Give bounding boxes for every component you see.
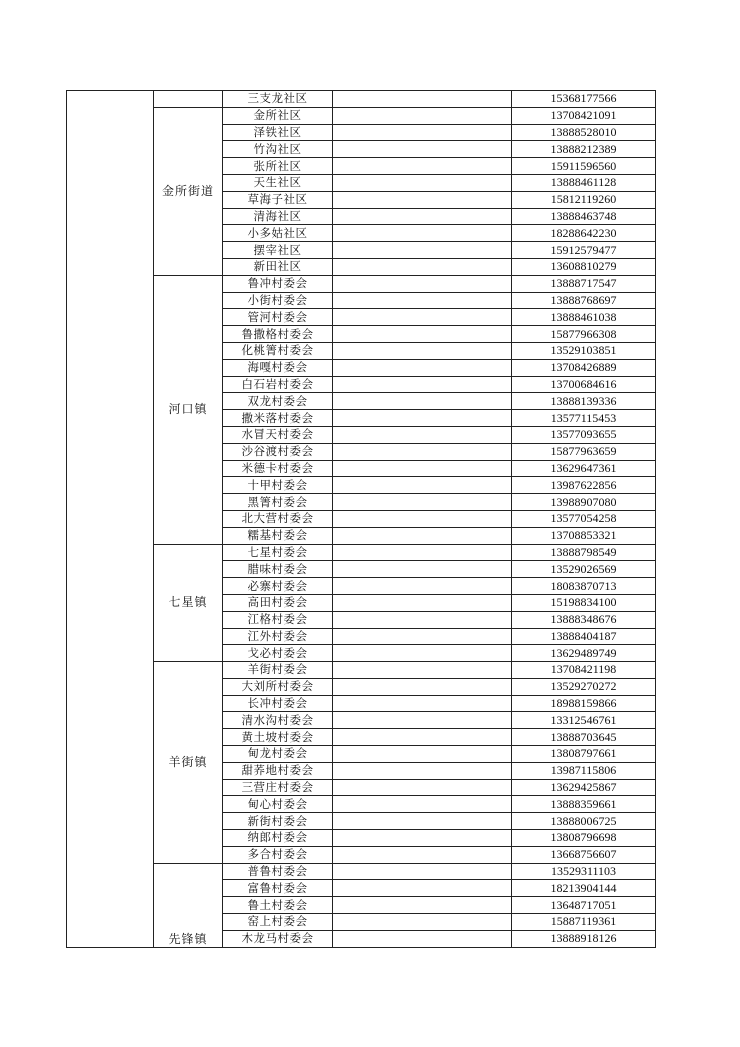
empty-cell [333, 91, 512, 108]
phone-cell: 13888528010 [512, 124, 656, 141]
unit-name-cell: 双龙村委会 [223, 393, 333, 410]
empty-cell [333, 494, 512, 511]
unit-name-cell: 化桃箐村委会 [223, 342, 333, 359]
unit-name-cell: 新田社区 [223, 258, 333, 275]
empty-cell [333, 225, 512, 242]
empty-cell [333, 359, 512, 376]
unit-name-cell: 纳郎村委会 [223, 830, 333, 847]
phone-cell: 15198834100 [512, 594, 656, 611]
unit-name-cell: 清水沟村委会 [223, 712, 333, 729]
empty-cell [333, 174, 512, 191]
phone-cell: 13577054258 [512, 510, 656, 527]
table-row [67, 275, 656, 292]
town-cell: 羊街镇 [154, 662, 223, 864]
empty-cell [333, 309, 512, 326]
empty-cell [333, 208, 512, 225]
empty-cell [333, 326, 512, 343]
empty-cell [333, 376, 512, 393]
phone-cell: 13888703645 [512, 729, 656, 746]
unit-name-cell: 鲁土村委会 [223, 897, 333, 914]
phone-cell: 13888461128 [512, 174, 656, 191]
empty-cell [333, 712, 512, 729]
phone-cell: 13708853321 [512, 527, 656, 544]
empty-cell [333, 762, 512, 779]
phone-cell: 15877963659 [512, 443, 656, 460]
empty-cell [333, 796, 512, 813]
phone-cell: 13888463748 [512, 208, 656, 225]
phone-cell: 13629647361 [512, 460, 656, 477]
empty-cell [333, 746, 512, 763]
table-row [67, 662, 656, 679]
empty-cell [333, 158, 512, 175]
empty-cell [333, 729, 512, 746]
empty-cell [333, 645, 512, 662]
phone-cell: 13808796698 [512, 830, 656, 847]
phone-cell: 13888212389 [512, 141, 656, 158]
unit-name-cell: 黑箐村委会 [223, 494, 333, 511]
phone-cell: 15911596560 [512, 158, 656, 175]
phone-cell: 13888918126 [512, 930, 656, 947]
phone-cell: 13529270272 [512, 678, 656, 695]
empty-cell [333, 561, 512, 578]
unit-name-cell: 高田村委会 [223, 594, 333, 611]
empty-cell [333, 510, 512, 527]
empty-cell [333, 544, 512, 561]
table-row [67, 544, 656, 561]
phone-cell: 13700684616 [512, 376, 656, 393]
phone-cell: 13987622856 [512, 477, 656, 494]
phone-cell: 13888798549 [512, 544, 656, 561]
unit-name-cell: 多合村委会 [223, 846, 333, 863]
empty-cell [333, 863, 512, 880]
unit-name-cell: 江格村委会 [223, 611, 333, 628]
empty-cell [333, 846, 512, 863]
phone-cell: 13529311103 [512, 863, 656, 880]
phone-cell: 13888359661 [512, 796, 656, 813]
phone-cell: 13668756607 [512, 846, 656, 863]
phone-cell: 15877966308 [512, 326, 656, 343]
phone-cell: 13888006725 [512, 813, 656, 830]
unit-name-cell: 鲁冲村委会 [223, 275, 333, 292]
phone-cell: 18213904144 [512, 880, 656, 897]
empty-cell [333, 292, 512, 309]
unit-name-cell: 撒米落村委会 [223, 410, 333, 427]
unit-name-cell: 甸龙村委会 [223, 746, 333, 763]
phone-cell: 13888348676 [512, 611, 656, 628]
town-cell: 金所街道 [154, 107, 223, 275]
unit-name-cell: 十甲村委会 [223, 477, 333, 494]
unit-name-cell: 海嘎村委会 [223, 359, 333, 376]
unit-name-cell: 黄土坡村委会 [223, 729, 333, 746]
unit-name-cell: 普鲁村委会 [223, 863, 333, 880]
phone-cell: 13888768697 [512, 292, 656, 309]
empty-cell [333, 191, 512, 208]
town-cell [154, 91, 223, 108]
phone-cell: 13808797661 [512, 746, 656, 763]
table-row [67, 107, 656, 124]
phone-cell: 13708421091 [512, 107, 656, 124]
phone-cell: 13629425867 [512, 779, 656, 796]
unit-name-cell: 新街村委会 [223, 813, 333, 830]
empty-cell [333, 393, 512, 410]
unit-name-cell: 甜荞地村委会 [223, 762, 333, 779]
empty-cell [333, 662, 512, 679]
empty-cell [333, 342, 512, 359]
empty-cell [333, 426, 512, 443]
unit-name-cell: 富鲁村委会 [223, 880, 333, 897]
phone-cell: 15812119260 [512, 191, 656, 208]
unit-name-cell: 草海子社区 [223, 191, 333, 208]
empty-cell [333, 779, 512, 796]
unit-name-cell: 三营庄村委会 [223, 779, 333, 796]
town-cell: 七星镇 [154, 544, 223, 662]
phone-cell: 13888717547 [512, 275, 656, 292]
unit-name-cell: 小多姑社区 [223, 225, 333, 242]
town-cell: 先锋镇 [154, 863, 223, 947]
empty-cell [333, 477, 512, 494]
unit-name-cell: 木龙马村委会 [223, 930, 333, 947]
unit-name-cell: 白石岩村委会 [223, 376, 333, 393]
phone-cell: 13648717051 [512, 897, 656, 914]
unit-name-cell: 竹沟社区 [223, 141, 333, 158]
empty-cell [333, 897, 512, 914]
unit-name-cell: 必寨村委会 [223, 578, 333, 595]
phone-cell: 13312546761 [512, 712, 656, 729]
unit-name-cell: 水冒天村委会 [223, 426, 333, 443]
phone-cell: 18288642230 [512, 225, 656, 242]
empty-cell [333, 695, 512, 712]
unit-name-cell: 天生社区 [223, 174, 333, 191]
unit-name-cell: 沙谷渡村委会 [223, 443, 333, 460]
empty-cell [333, 578, 512, 595]
phone-cell: 13888461038 [512, 309, 656, 326]
unit-name-cell: 甸心村委会 [223, 796, 333, 813]
town-cell: 河口镇 [154, 275, 223, 544]
empty-cell [333, 460, 512, 477]
unit-name-cell: 摆宰社区 [223, 242, 333, 259]
unit-name-cell: 泽铁社区 [223, 124, 333, 141]
unit-name-cell: 北大营村委会 [223, 510, 333, 527]
unit-name-cell: 鲁撒格村委会 [223, 326, 333, 343]
empty-cell [333, 258, 512, 275]
unit-name-cell: 大刘所村委会 [223, 678, 333, 695]
unit-name-cell: 管河村委会 [223, 309, 333, 326]
empty-cell [333, 914, 512, 931]
region-cell [67, 91, 154, 948]
empty-cell [333, 830, 512, 847]
unit-name-cell: 江外村委会 [223, 628, 333, 645]
empty-cell [333, 527, 512, 544]
phone-cell: 13529103851 [512, 342, 656, 359]
phone-cell: 13708421198 [512, 662, 656, 679]
unit-name-cell: 三支龙社区 [223, 91, 333, 108]
unit-name-cell: 长冲村委会 [223, 695, 333, 712]
phone-cell: 13987115806 [512, 762, 656, 779]
unit-name-cell: 腊味村委会 [223, 561, 333, 578]
table-row [67, 863, 656, 880]
phone-cell: 13888404187 [512, 628, 656, 645]
unit-name-cell: 张所社区 [223, 158, 333, 175]
phone-cell: 15368177566 [512, 91, 656, 108]
empty-cell [333, 813, 512, 830]
unit-name-cell: 糯基村委会 [223, 527, 333, 544]
phone-cell: 13708426889 [512, 359, 656, 376]
empty-cell [333, 628, 512, 645]
phone-cell: 15912579477 [512, 242, 656, 259]
phone-cell: 13888139336 [512, 393, 656, 410]
phone-cell: 13629489749 [512, 645, 656, 662]
phone-cell: 18083870713 [512, 578, 656, 595]
contact-table-body [67, 91, 656, 948]
phone-cell: 13577115453 [512, 410, 656, 427]
empty-cell [333, 594, 512, 611]
empty-cell [333, 678, 512, 695]
empty-cell [333, 443, 512, 460]
empty-cell [333, 242, 512, 259]
table-row [67, 91, 656, 108]
empty-cell [333, 275, 512, 292]
empty-cell [333, 880, 512, 897]
unit-name-cell: 金所社区 [223, 107, 333, 124]
empty-cell [333, 141, 512, 158]
unit-name-cell: 七星村委会 [223, 544, 333, 561]
empty-cell [333, 930, 512, 947]
phone-cell: 18988159866 [512, 695, 656, 712]
phone-cell: 15887119361 [512, 914, 656, 931]
phone-cell: 13529026569 [512, 561, 656, 578]
empty-cell [333, 124, 512, 141]
unit-name-cell: 窑上村委会 [223, 914, 333, 931]
empty-cell [333, 611, 512, 628]
empty-cell [333, 410, 512, 427]
unit-name-cell: 羊街村委会 [223, 662, 333, 679]
unit-name-cell: 清海社区 [223, 208, 333, 225]
contact-table [66, 90, 656, 948]
empty-cell [333, 107, 512, 124]
unit-name-cell: 小街村委会 [223, 292, 333, 309]
phone-cell: 13577093655 [512, 426, 656, 443]
unit-name-cell: 米德卡村委会 [223, 460, 333, 477]
phone-cell: 13988907080 [512, 494, 656, 511]
phone-cell: 13608810279 [512, 258, 656, 275]
unit-name-cell: 戈必村委会 [223, 645, 333, 662]
